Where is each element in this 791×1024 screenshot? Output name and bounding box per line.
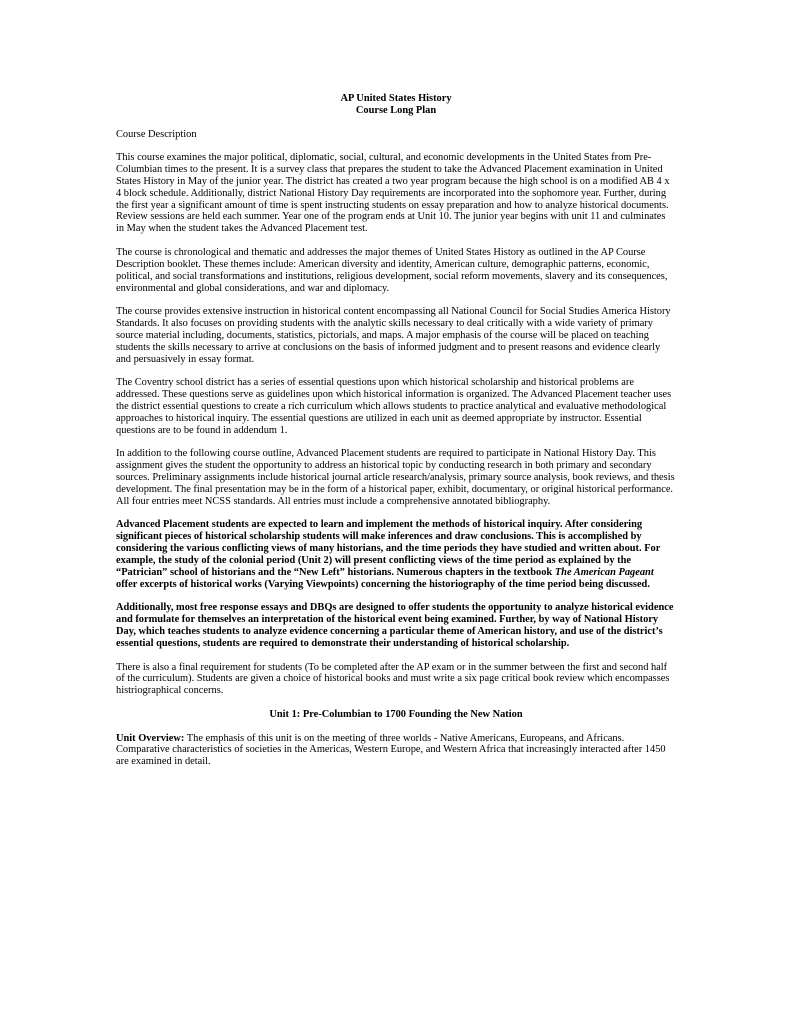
- paragraph-course-overview: This course examines the major political, diplomatic, social, cultural, and economic developments in the United States from Pre-Columbian times to the present. It is a survey class that prepares the student to take the Advanced Placement examination in United States History in May of the junior year. The district has created a two year program because the high school is on a modified AB 4 x 4 block schedule. Additionally, district National History Day requirements are incorporated into the sophomore year. Further, during the first year a significant amount of time is spent instructing students on essay preparation and how to analyze historical documents. Review sessions are held each summer. Year one of the program ends at Unit 10. The junior year begins with unit 11 and culminates in May when the student takes the Advanced Placement test.: [116, 152, 670, 235]
- historical-inquiry-text-end: offer excerpts of historical works (Varying Viewpoints) concerning the historiography of the time period being discussed.: [116, 578, 650, 590]
- paragraph-national-history-day: In addition to the following course outline, Advanced Placement students are required to participate in National History Day. This assignment gives the student the opportunity to address an historical topic by conducting research in both primary and secondary sources. Preliminary assignments include historical journal article research/analysis, primary source analysis, book reviews, and thesis development. The final presentation may be in the form of a historical paper, exhibit, documentary, or original historical performance. All four entries meet NCSS standards. All entries must include a comprehensive annotated bibliography.: [116, 448, 675, 507]
- textbook-title: The American Pageant: [554, 566, 654, 578]
- unit-overview-text: The emphasis of this unit is on the meeting of three worlds - Native Americans, Europeans, and Africans. Comparative characteristics of societies in the Americas, Western Europe, and Western Africa that increasingly interacted after 1450 are examined in detail.: [116, 732, 666, 768]
- unit-1-overview: [116, 733, 676, 769]
- course-description-label: Course Description: [116, 128, 197, 140]
- paragraph-free-response: Additionally, most free response essays and DBQs are designed to offer students the opportunity to analyze historical evidence and formulate for themselves an interpretation of the historical event being examined. Further, by way of National History Day, which teaches students to analyze evidence concerning a particular theme of American history, and use of the district’s essential questions, students are required to demonstrate their understanding of historical scholarship.: [116, 602, 674, 649]
- paragraph-final-requirement: There is also a final requirement for students (To be completed after the AP exam or in the summer between the first and second half of the curriculum). Students are given a choice of historical books and must write a six page critical book review which encompasses histriographical concerns.: [116, 661, 670, 697]
- paragraph-course-instruction: The course provides extensive instruction in historical content encompassing all National Council for Social Studies America History Standards. It also focuses on providing students with the analytic skills necessary to deal critically with a wide variety of primary source material including, documents, statistics, pictorials, and maps. A major emphasis of the course will be placed on teaching students the skills necessary to arrive at conclusions on the basis of informed judgment and to present reasons and evidence clearly and persuasively in essay format.: [116, 306, 671, 365]
- unit-1-heading: [116, 709, 676, 721]
- unit-overview-label: Unit Overview:: [116, 732, 185, 744]
- paragraph-course-themes: The course is chronological and thematic and addresses the major themes of United States History as outlined in the AP Course Description booklet. These themes include: American diversity and identity, American culture, demographic patterns, economic, political, and social transformations and institutions, religious development, social reform movements, slavery and its consequences, environmental and global considerations, and war and diplomacy.: [116, 246, 668, 294]
- paragraph-historical-inquiry: [116, 519, 676, 590]
- document-title: AP United States History: [340, 93, 452, 104]
- unit-1-label: Unit 1: [269, 708, 297, 720]
- paragraph-essential-questions: The Coventry school district has a series of essential questions upon which historical scholarship and historical problems are addressed. These questions serve as guidelines upon which historical information is organized. The Advanced Placement teacher uses the district essential questions to create a rich curriculum which allows students to practice analytical and evaluative methodological approaches to historical inquiry. The essential questions are utilized in each unit as deemed appropriate by instructor. Essential questions are to be found in addendum 1.: [116, 377, 672, 436]
- historical-inquiry-text-start: Advanced Placement students are expected to learn and implement the methods of historical inquiry. After considering significant pieces of historical scholarship students will make inferences and draw conclusions. This is accomplished by considering the various conflicting views of many historians, and the time periods they have studied and written about. For example, the study of the colonial period (Unit 2) will present conflicting views of the time period as explained by the “Patrician” school of historians and the “New Left” historians. Numerous chapters in the textbook: [116, 519, 661, 578]
- unit-1-title: : Pre-Columbian to 1700 Founding the New Nation: [296, 708, 523, 720]
- document-subtitle: Course Long Plan: [355, 104, 437, 116]
- document-page: [116, 93, 676, 780]
